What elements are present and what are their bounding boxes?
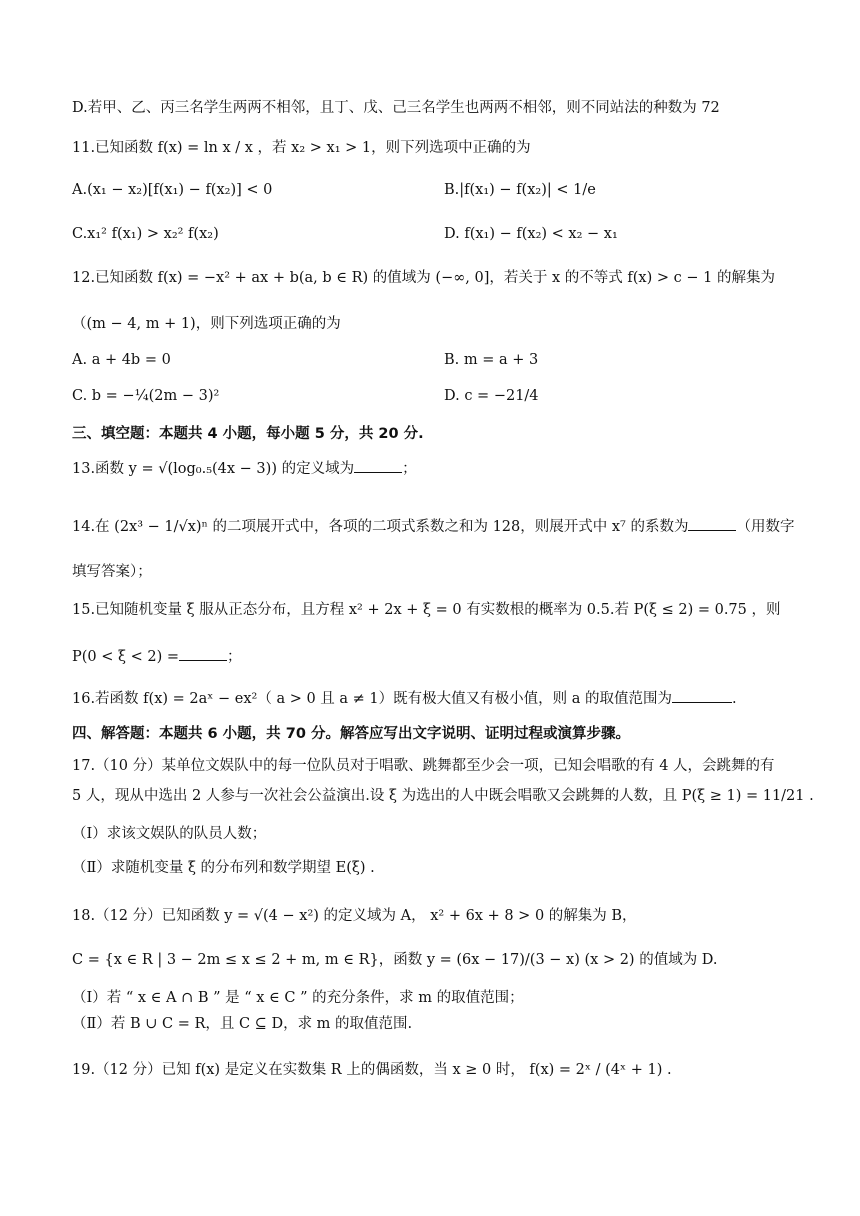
q15-line2: [72, 646, 800, 667]
q14-line2: 填写答案）；: [72, 564, 152, 580]
q14-tail: （用数字: [736, 519, 795, 535]
section-4-heading: 四、解答题：本题共 6 小题，共 70 分。解答应写出文字说明、证明过程或演算步骤。: [72, 726, 630, 742]
q12-options-cd: [72, 386, 800, 406]
q16-tail: .: [732, 691, 737, 707]
q15-tail: ；: [227, 649, 242, 665]
q14-text: 14.在 (2x³ − 1/√x)ⁿ 的二项展开式中，各项的二项式系数之和为 128，则展开式中 x⁷ 的系数为: [72, 519, 689, 535]
q16-text: 16.若函数 f(x) = 2aˣ − ex²（ a > 0 且 a ≠ 1）既有极大值又有极小值，则 a 的取值范围为: [72, 691, 673, 707]
q17-line1: 17.（10 分）某单位文娱队中的每一位队员对于唱歌、跳舞都至少会一项，已知会唱歌的有 4 人，会跳舞的有: [72, 758, 775, 774]
q18-part2: （Ⅱ）若 B ∪ C = R，且 C ⊆ D，求 m 的取值范围.: [72, 1016, 413, 1032]
q12-options-ab: [72, 350, 800, 370]
q17-part2: （Ⅱ）求随机变量 ξ 的分布列和数学期望 E(ξ) .: [72, 860, 375, 876]
q16-answer-blank[interactable]: [672, 688, 732, 703]
q11-option-d: D. f(x₁) − f(x₂) < x₂ − x₁: [444, 226, 618, 242]
q10-option-d: D.若甲、乙、丙三名学生两两不相邻，且丁、戊、己三名学生也两两不相邻，则不同站法的种数为 72: [72, 100, 720, 116]
q13-tail: ；: [402, 461, 417, 477]
q12-stem-line2: （(m − 4, m + 1)，则下列选项正确的为: [72, 316, 341, 332]
q17-line2: 5 人，现从中选出 2 人参与一次社会公益演出.设 ξ 为选出的人中既会唱歌又会跳舞的人数，且 P(ξ ≥ 1) = 11/21 .: [72, 788, 814, 804]
q14: [72, 516, 800, 537]
q18-line2: C = {x ∈ R | 3 − 2m ≤ x ≤ 2 + m, m ∈ R}，函数 y = (6x − 17)/(3 − x) (x > 2) 的值域为 D.: [72, 952, 718, 968]
q12-option-c: C. b = −¼(2m − 3)²: [72, 388, 220, 404]
q17-part1: （Ⅰ）求该文娱队的队员人数；: [72, 826, 267, 842]
q15-text: P(0 < ξ < 2) =: [72, 649, 180, 665]
q13-answer-blank[interactable]: [354, 458, 402, 473]
q11-option-c: C.x₁² f(x₁) > x₂² f(x₂): [72, 226, 219, 242]
q13-text: 13.函数 y = √(log₀.₅(4x − 3)) 的定义域为: [72, 461, 355, 477]
q15-line1: 15.已知随机变量 ξ 服从正态分布，且方程 x² + 2x + ξ = 0 有实数根的概率为 0.5.若 P(ξ ≤ 2) = 0.75 ，则: [72, 602, 781, 618]
q12-option-d: D. c = −21/4: [444, 388, 539, 404]
q18-part1: （Ⅰ）若 “ x ∈ A ∩ B ” 是 “ x ∈ C ” 的充分条件，求 m 的取值范围；: [72, 990, 524, 1006]
q12-option-b: B. m = a + 3: [444, 352, 539, 368]
q16: [72, 688, 800, 709]
section-3-heading: 三、填空题：本题共 4 小题，每小题 5 分，共 20 分.: [72, 426, 424, 442]
q14-answer-blank[interactable]: [688, 516, 736, 531]
q11-options-ab: [72, 180, 800, 200]
q12-option-a: A. a + 4b = 0: [72, 352, 171, 368]
q19-stem: 19.（12 分）已知 f(x) 是定义在实数集 R 上的偶函数，当 x ≥ 0 时， f(x) = 2ˣ / (4ˣ + 1) .: [72, 1062, 672, 1078]
q11-option-a: A.(x₁ − x₂)[f(x₁) − f(x₂)] < 0: [72, 182, 273, 198]
q11-stem: 11.已知函数 f(x) = ln x / x ，若 x₂ > x₁ > 1，则下列选项中正确的为: [72, 140, 531, 156]
q18-line1: 18.（12 分）已知函数 y = √(4 − x²) 的定义域为 A， x² + 6x + 8 > 0 的解集为 B，: [72, 908, 637, 924]
q12-stem-line1: 12.已知函数 f(x) = −x² + ax + b(a, b ∈ R) 的值域为 (−∞, 0]，若关于 x 的不等式 f(x) > c − 1 的解集为: [72, 270, 775, 286]
q15-answer-blank[interactable]: [179, 646, 227, 661]
q13: [72, 458, 800, 479]
q11-options-cd: [72, 224, 800, 244]
q11-option-b: B.|f(x₁) − f(x₂)| < 1/e: [444, 182, 596, 198]
